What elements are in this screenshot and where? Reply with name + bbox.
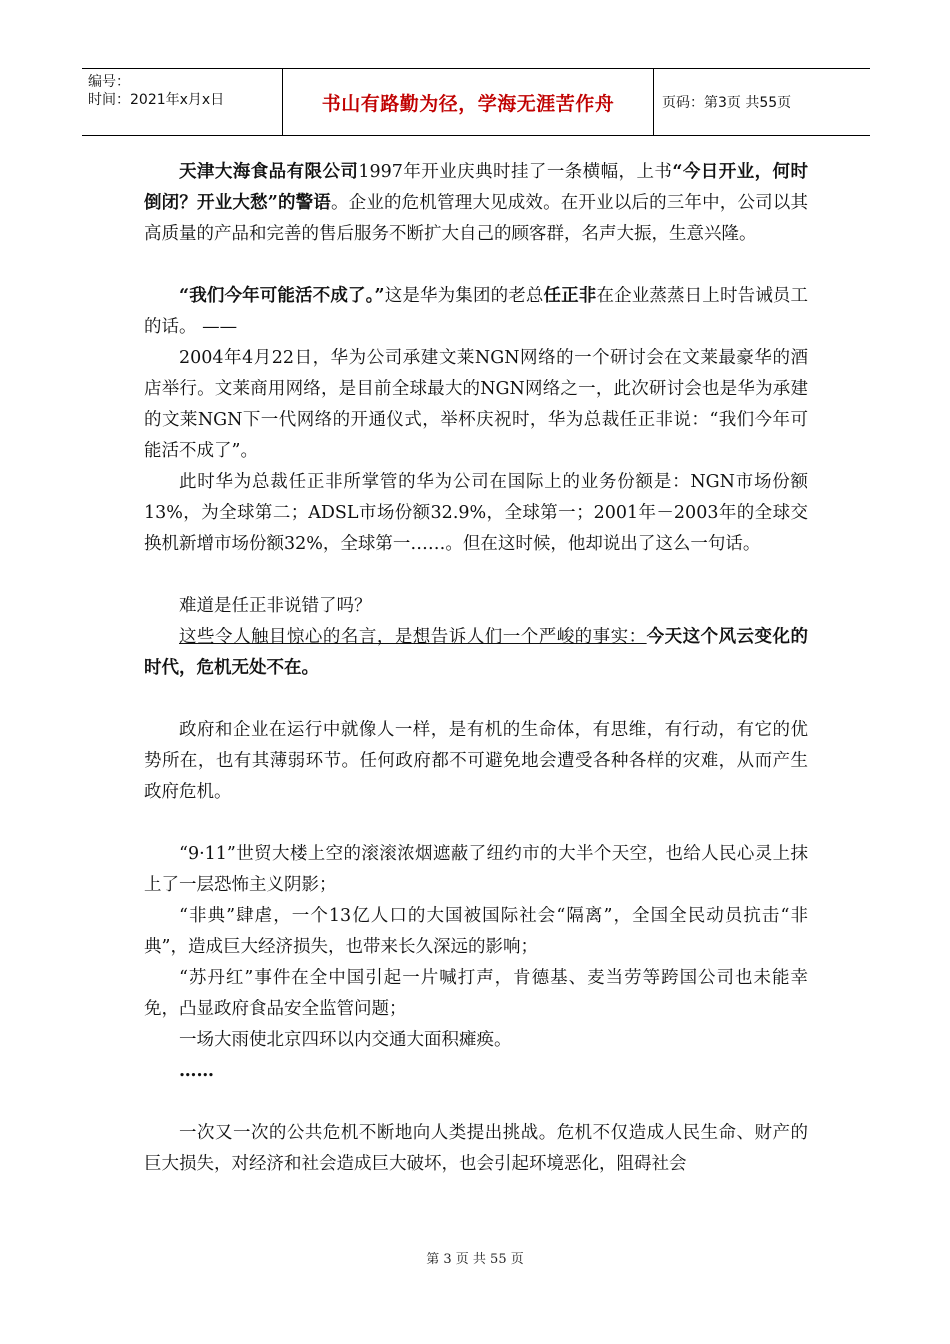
number-label: 编号：: [88, 74, 130, 90]
paragraph-government: 政府和企业在运行中就像人一样，是有机的生命体，有思维，有行动，有它的优势所在，也有其薄弱环节。任何政府都不可避免地会遭受各种各样的灾难，从而产生政府危机。: [144, 720, 808, 802]
paragraph-spacer: [144, 560, 808, 591]
paragraph-text: 在企业蒸蒸日上时告诫员工的话。 ——: [144, 286, 809, 337]
paragraph-sars: “非典”肆虐，一个13亿人口的大国被国际社会“隔离”，全国全民动员抗击“非典”，造成巨大经济损失，也带来长久深远的影响；: [144, 906, 808, 957]
person-name: 任正非: [543, 286, 597, 306]
document-body: [144, 157, 808, 1180]
paragraph-huawei-quote: [144, 281, 808, 343]
quote-text: “我们今年可能活不成了。”: [179, 286, 385, 306]
paragraph-spacer: [144, 250, 808, 281]
time-label: 时间：2021年x月x日: [88, 92, 225, 108]
underlined-text: 这些令人触目惊心的名言，是想告诉人们一个严峻的事实：: [179, 627, 647, 647]
paragraph-market-share: 此时华为总裁任正非所掌管的华为公司在国际上的业务份额是：NGN市场份额13%，为全球第二；ADSL市场份额32.9%，全球第一；2001年－2003年的全球交换机新增市场份额32%，全球第一……。但在这时候，他却说出了这么一句话。: [144, 472, 808, 554]
paragraph-sudan-red: “苏丹红”事件在全中国引起一片喊打声，肯德基、麦当劳等跨国公司也未能幸免，凸显政府食品安全监管问题；: [144, 968, 808, 1019]
paragraph-beijing-rain: 一场大雨使北京四环以内交通大面积瘫痪。: [179, 1030, 512, 1050]
paragraph-ellipsis: ……: [179, 1061, 214, 1081]
paragraph-question: 难道是任正非说错了吗？: [179, 596, 372, 616]
paragraph-spacer: [144, 808, 808, 839]
page-footer: 第 3 页 共 55 页: [426, 1252, 524, 1267]
paragraph-crisis-fact: [144, 622, 808, 684]
slogan-text: “今日开业，何时倒闭？开业大愁”的警语: [144, 162, 808, 213]
paragraph-public-crisis: 一次又一次的公共危机不断地向人类提出挑战。危机不仅造成人民生命、财产的巨大损失，对经济和社会造成巨大破坏，也会引起环境恶化，阻碍社会: [144, 1123, 808, 1174]
paragraph-brunei: 2004年4月22日，华为公司承建文莱NGN网络的一个研讨会在文莱最豪华的酒店举行。文莱商用网络，是目前全球最大的NGN网络之一，此次研讨会也是华为承建的文莱NGN下一代网络的开通仪式，举杯庆祝时，华为总裁任正非说：“我们今年可能活不成了”。: [144, 348, 808, 461]
header-page-info: 页码：第3页 共55页: [662, 95, 792, 111]
paragraph-text: 1997年开业庆典时挂了一条横幅，上书: [358, 162, 673, 182]
paragraph-text: 这是华为集团的老总: [384, 286, 544, 306]
paragraph-dahai: [144, 157, 808, 250]
paragraph-spacer: [144, 1087, 808, 1118]
paragraph-spacer: [144, 684, 808, 715]
paragraph-text: 。企业的危机管理大见成效。在开业以后的三年中，公司以其高质量的产品和完善的售后服务不断扩大自己的顾客群，名声大振，生意兴隆。: [144, 193, 808, 244]
page-header: [82, 68, 870, 136]
header-motto: 书山有路勤为径，学海无涯苦作舟: [282, 69, 654, 135]
paragraph-911: “9·11”世贸大楼上空的滚滚浓烟遮蔽了纽约市的大半个天空，也给人民心灵上抹上了一层恐怖主义阴影；: [144, 844, 808, 895]
company-name: 天津大海食品有限公司: [179, 162, 359, 182]
emphasis-text: 今天这个风云变化的时代，危机无处不在。: [144, 627, 809, 678]
header-meta: [82, 69, 282, 135]
